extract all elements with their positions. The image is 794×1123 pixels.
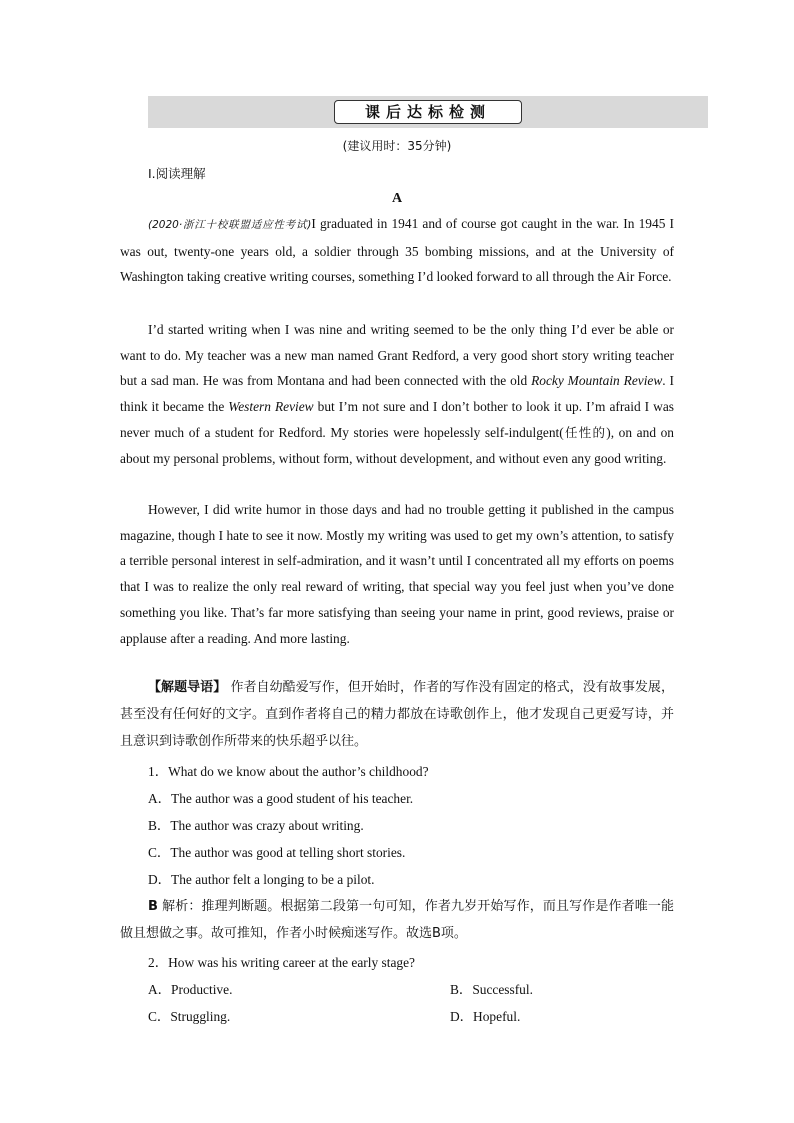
- q2-option-d: D．Hopeful.: [450, 1009, 521, 1024]
- section-banner: [148, 96, 708, 128]
- source-note: (2020·浙江十校联盟适应性考试): [148, 219, 312, 231]
- q1-option-d: D．The author felt a longing to be a pilot.: [148, 872, 375, 887]
- passage-label: A: [391, 191, 403, 206]
- q1-answer-explanation: B 解析：推理判断题。根据第二段第一句可知，作者九岁开始写作，而且写作是作者唯一能做且想做之事。故可推知，作者小时候痴迷写作。故选B项。: [120, 899, 674, 941]
- question-1-stem: 1．What do we know about the author’s childhood?: [148, 764, 429, 779]
- time-suggestion: (建议用时：35分钟): [342, 139, 452, 153]
- section-heading: Ⅰ.阅读理解: [148, 166, 206, 181]
- question-2-stem: 2．How was his writing career at the early stage?: [148, 955, 415, 970]
- q2-option-c: C．Struggling.: [148, 1009, 231, 1024]
- reading-guide: 【解题导语】 作者自幼酷爱写作，但开始时，作者的写作没有固定的格式，没有故事发展，甚至没有任何好的文字。直到作者将自己的精力都放在诗歌创作上，他才发现自己更爱写诗，并且意识到诗歌创作所带来的快乐超乎以往。: [120, 680, 674, 749]
- q1-option-b: B．The author was crazy about writing.: [148, 818, 364, 833]
- paragraph-1: (2020·浙江十校联盟适应性考试)I graduated in 1941 and of course got caught in the war. In 1945 I was out, twenty-one years old, a soldier through 35 bombing missions, and at the University of Washington taking creative writing courses, something I’d looked forward to all through the Air Force.: [120, 216, 674, 285]
- q2-option-a: A．Productive.: [148, 982, 233, 997]
- q1-option-a: A．The author was a good student of his teacher.: [148, 791, 414, 806]
- paragraph-2: I’d started writing when I was nine and writing seemed to be the only thing I’d ever be able or want to do. My teacher was a new man named Grant Redford, a very good short story writing teacher but a sad man. He was from Montana and had been connected with the old Rocky Mountain Review. I think it became the Western Review but I’m not sure and I don’t bother to look it up. I’m afraid I was never much of a student for Redford. My stories were hopelessly self-indulgent(任性的), on and on about my personal problems, without form, without development, and without even any good writing.: [120, 322, 675, 466]
- banner-title: 课后达标检测: [334, 100, 522, 124]
- q1-option-c: C．The author was good at telling short stories.: [148, 845, 406, 860]
- q2-option-b: B．Successful.: [450, 982, 533, 997]
- paragraph-3: However, I did write humor in those days and had no trouble getting it published in the campus magazine, though I hate to see it now. Mostly my writing was used to get my own’s attention, to satisfy a terrible personal interest in self-admiration, and it wasn’t until I concentrated all my efforts on poems that I was to realize the only real reward of writing, that special way you feel just when you’ve done something you like. That’s far more satisfying than seeing your name in print, good reviews, praise or applause after a reading. And more lasting.: [120, 502, 674, 646]
